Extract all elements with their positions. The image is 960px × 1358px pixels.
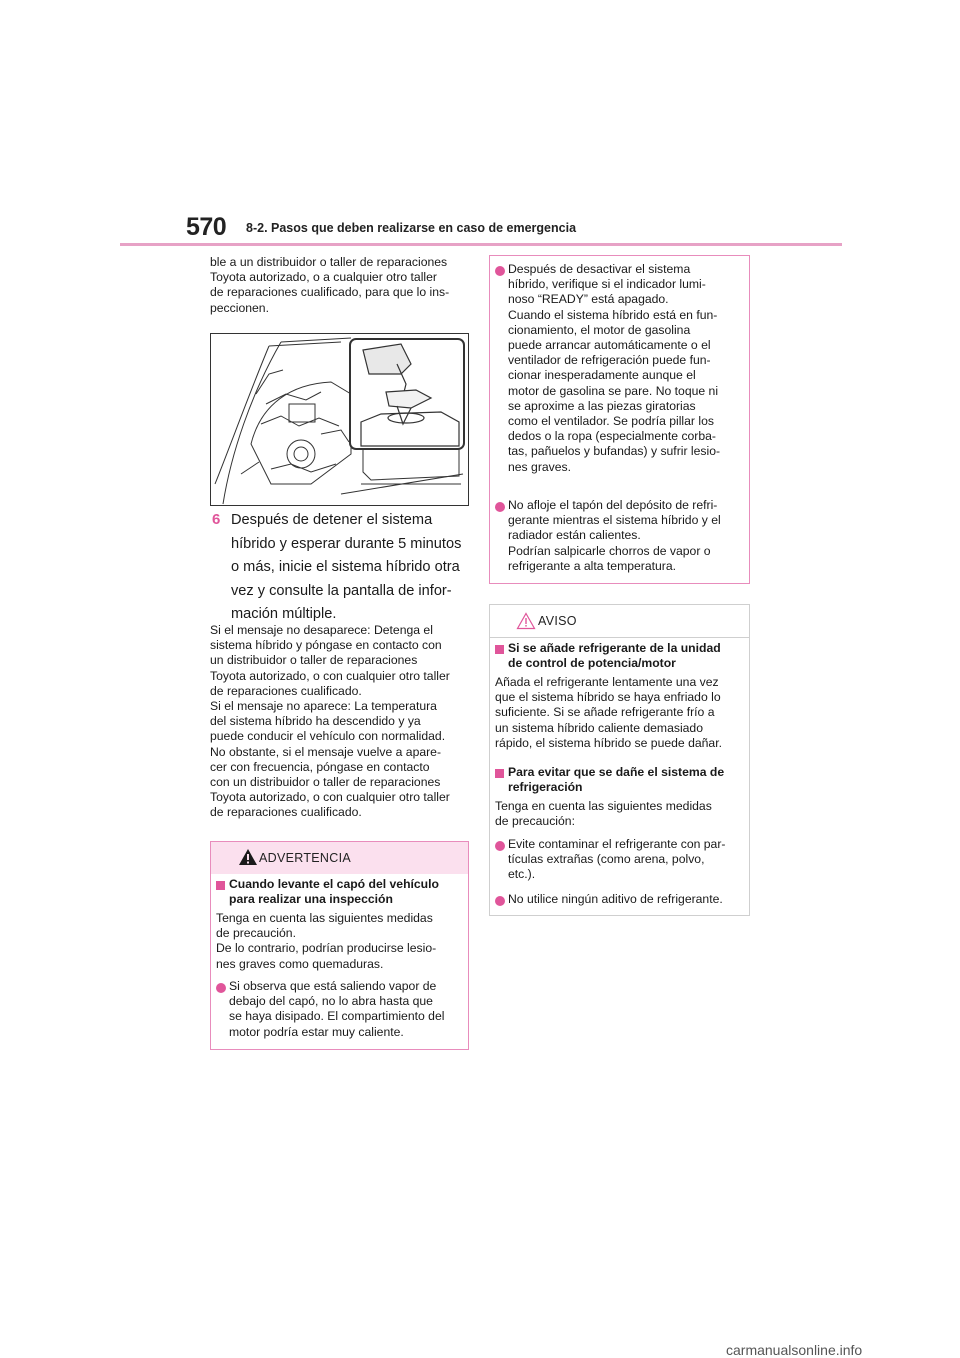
warning-heading: Cuando levante el capó del vehículo para realizar una inspección: [229, 877, 439, 907]
bullet-dot-icon: [495, 266, 505, 276]
notice-box: [489, 604, 750, 916]
warning-box-continued: [489, 255, 750, 584]
notice-bullet-contamination: Evite contaminar el refrigerante con par- tículas extrañas (como arena, polvo, etc.).: [508, 837, 726, 882]
notice-title: AVISO: [538, 614, 577, 628]
notice-text-coolant: Añada el refrigerante lentamente una vez que el sistema híbrido se haya enfriado lo suficiente. Si se añade refrigerante frío a un sistema híbrido caliente demasiado rápido, el sistema híbrido se puede dañar.: [495, 675, 722, 750]
page-number: 570: [186, 213, 227, 241]
warning-triangle-icon: [238, 848, 258, 866]
step-instruction: Después de detener el sistema híbrido y esperar durante 5 minutos o más, inicie el sistema híbrido otra vez y consulte la pantalla de infor- mación múltiple.: [231, 512, 462, 623]
header-divider: [120, 243, 842, 246]
warning-bullet-coolant-cap: No afloje el tapón del depósito de refri- gerante mientras el sistema híbrido y el radiador están calientes. Podrían salpicarle chorros de vapor o refrigerante a alta temperatura.: [508, 498, 721, 573]
intro-paragraph: ble a un distribuidor o taller de reparaciones Toyota autorizado, o a cualquier otro taller de reparaciones cualificado, para que lo ins- peccionen.: [210, 255, 450, 315]
notice-bullet-additive: No utilice ningún aditivo de refrigerante.: [508, 892, 723, 906]
bullet-dot-icon: [495, 896, 505, 906]
warning-bullet: Si observa que está saliendo vapor de debajo del capó, no lo abra hasta que se haya disipado. El compartimiento del motor podría estar muy caliente.: [229, 979, 445, 1039]
square-bullet-icon: [495, 645, 504, 654]
watermark: carmanualsonline.info: [726, 1342, 863, 1358]
caution-triangle-icon: [516, 612, 536, 630]
notice-heading-coolant: Si se añade refrigerante de la unidad de control de potencia/motor: [508, 641, 721, 671]
notice-divider: [490, 637, 749, 638]
warning-text: Tenga en cuenta las siguientes medidas de precaución. De lo contrario, podrían producirse lesio- nes graves como quemaduras.: [216, 911, 437, 971]
square-bullet-icon: [495, 769, 504, 778]
square-bullet-icon: [216, 881, 225, 890]
warning-box: [210, 841, 469, 1050]
notice-heading-cooling-system: Para evitar que se dañe el sistema de refrigeración: [508, 765, 725, 795]
warning-title: ADVERTENCIA: [259, 851, 351, 865]
notice-text-precautions: Tenga en cuenta las siguientes medidas de precaución:: [495, 799, 712, 829]
warning-header: [211, 842, 468, 874]
section-title: 8-2. Pasos que deben realizarse en caso de emergencia: [246, 221, 577, 235]
result-paragraph: Si el mensaje no desaparece: Detenga el sistema híbrido y póngase en contacto con un distribuidor o taller de reparaciones Toyota autorizado, o con cualquier otro taller de reparaciones cualificado. Si el mensaje no aparece: La temperatura del sistema híbrido ha descendido y ya puede conducir el vehículo con normalidad. No obstante, si el mensaje vuelve a apare- cer con frecuencia, póngase en contacto con un distribuidor o taller de reparaciones Toyota autorizado, o con cualquier otro taller de reparaciones cualificado.: [210, 623, 450, 820]
warning-bullet-ready: Después de desactivar el sistema híbrido, verifique si el indicador lumi- noso “READY” está apagado. Cuando el sistema híbrido está en fun- cionamiento, el motor de gasolina puede arrancar automáticamente o el ventilador de refrigeración puede fun- cionar inesperadamente aunque el motor de gasolina se pare. No toque ni se aproxime a las piezas giratorias como el ventilador. Se podría pillar los dedos o la ropa (especialmente corba- tas, pañuelos y bufandas) y sufrir lesio- nes graves.: [508, 262, 721, 474]
engine-coolant-illustration: [210, 333, 469, 506]
step-number: 6: [212, 511, 221, 528]
bullet-dot-icon: [216, 983, 226, 993]
bullet-dot-icon: [495, 502, 505, 512]
bullet-dot-icon: [495, 841, 505, 851]
engine-bay-drawing: [211, 334, 469, 506]
